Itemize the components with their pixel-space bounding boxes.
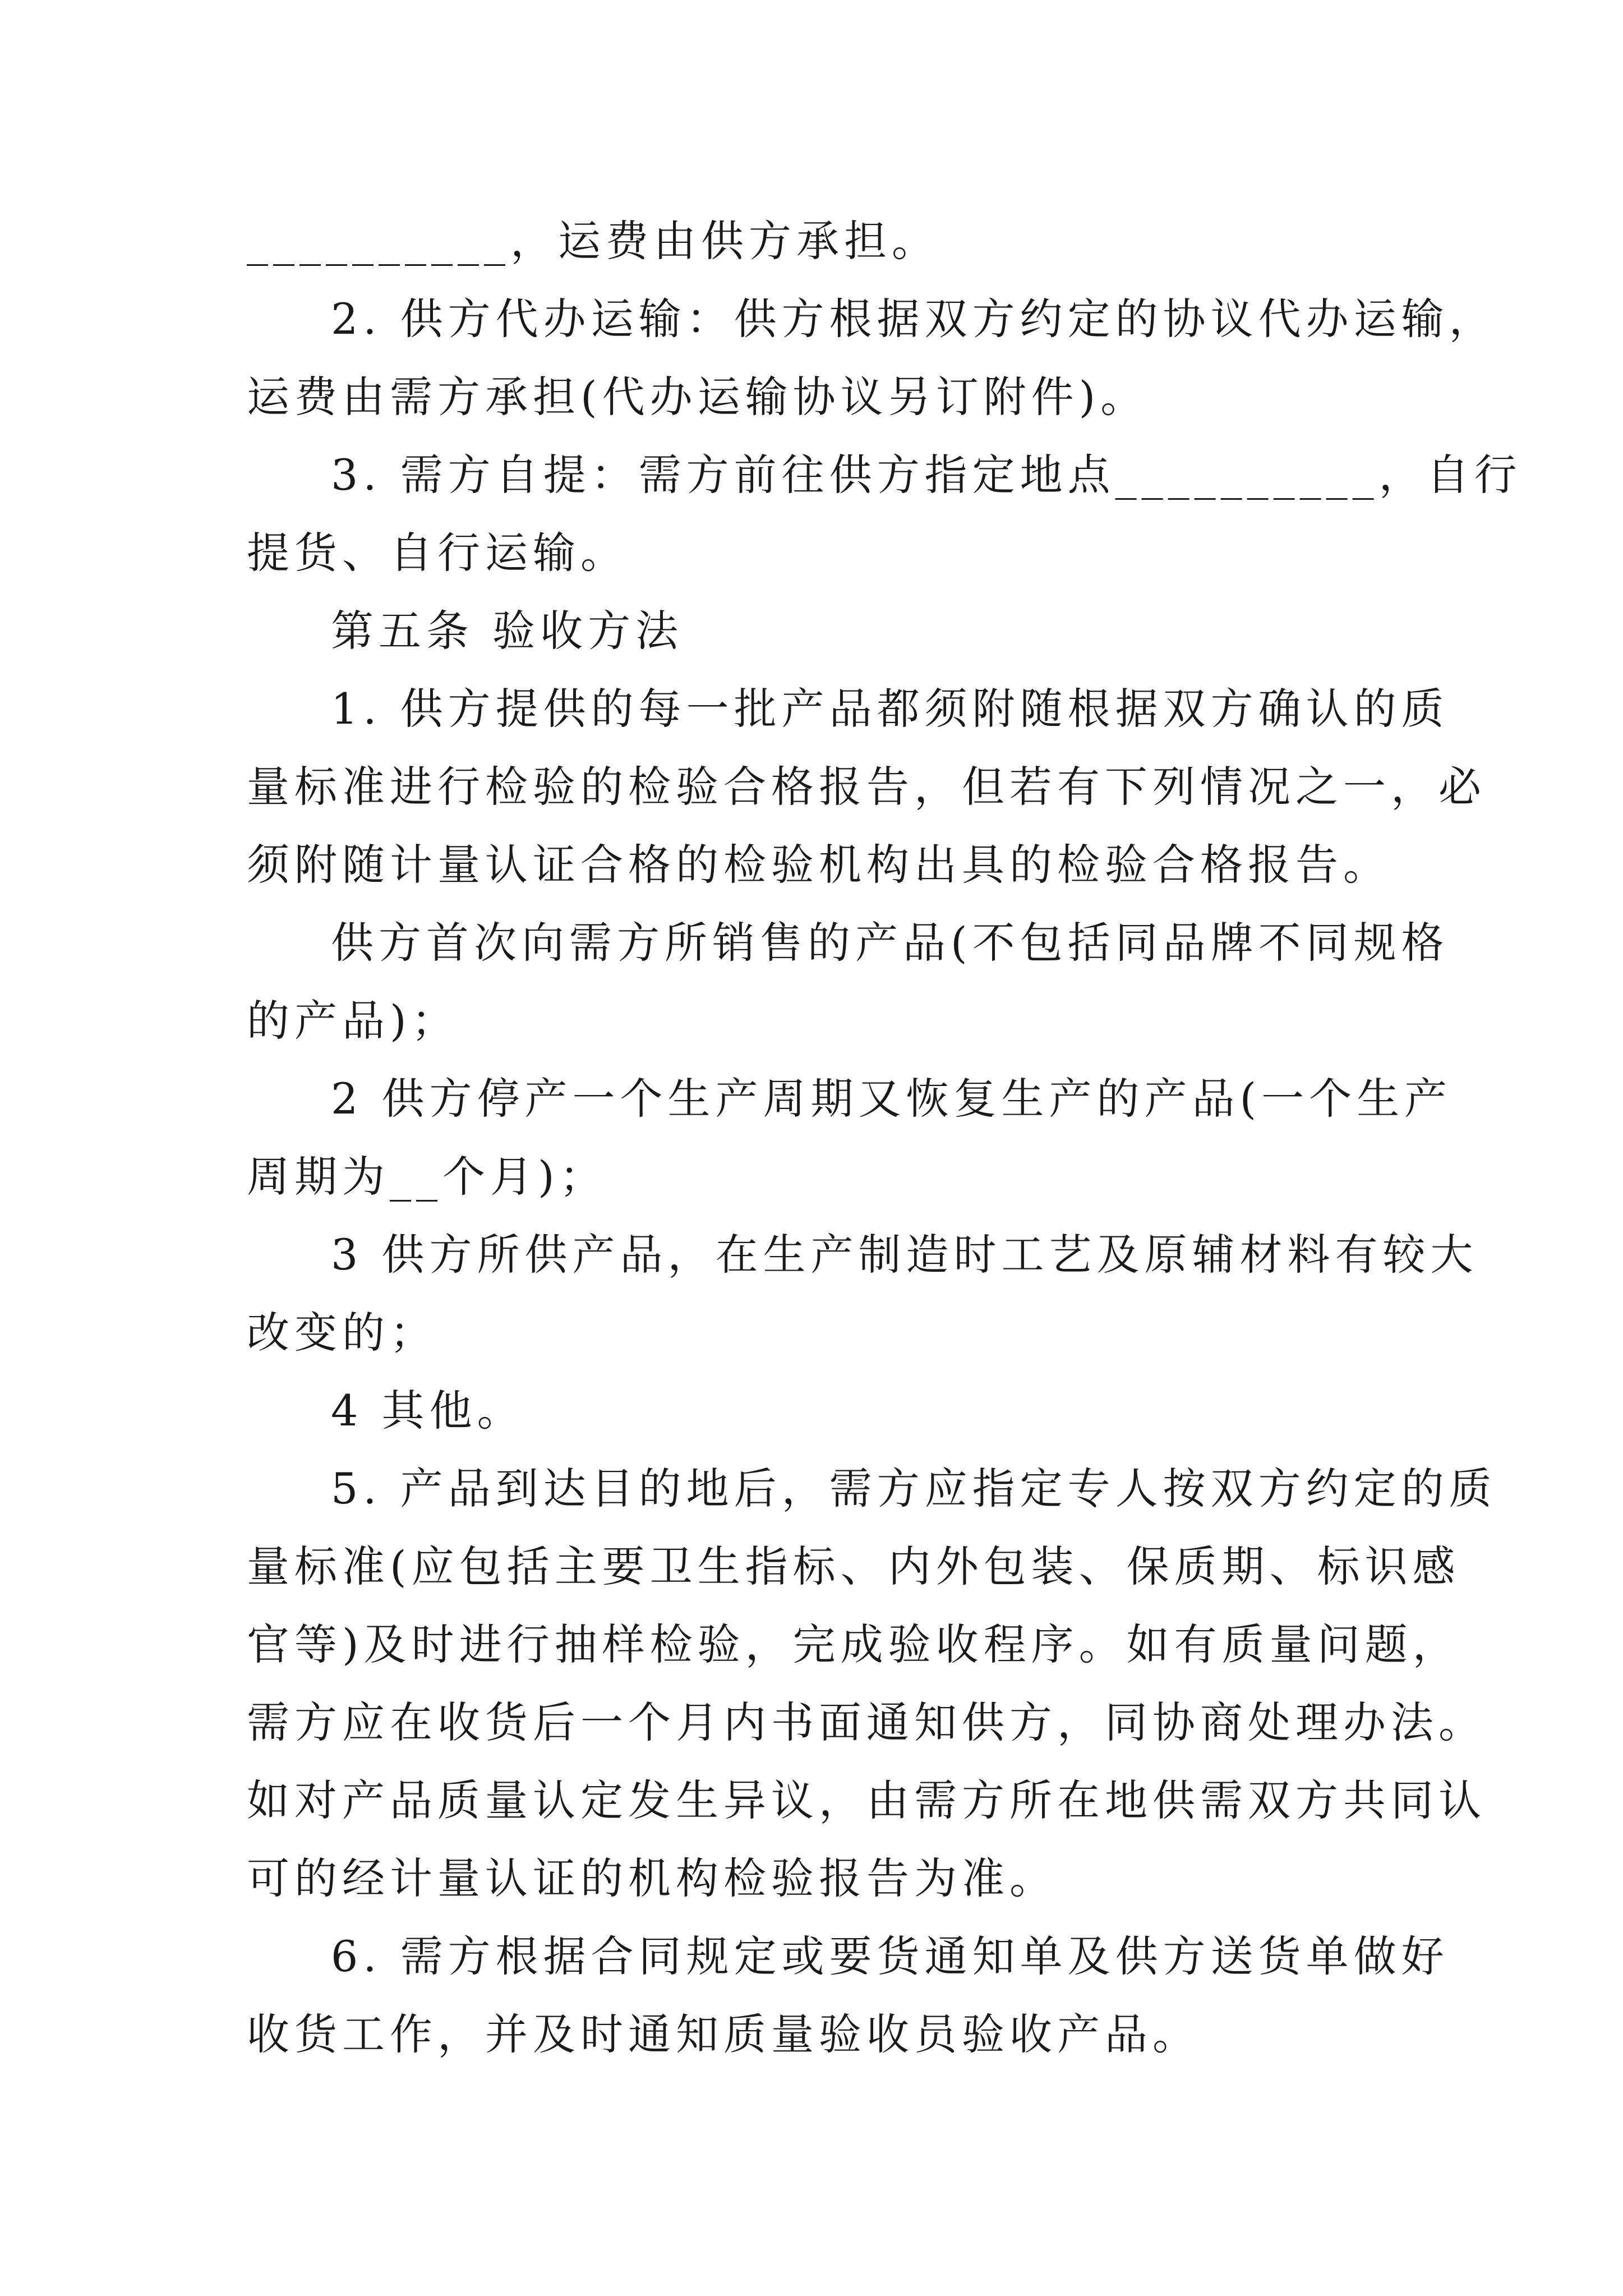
text-line: __________，运费由供方承担。: [247, 216, 939, 266]
clause-2-delivery-agency: 2. 供方代办运输：供方根据双方约定的协议代办运输，: [331, 294, 1497, 344]
text-line: 改变的；: [247, 1308, 437, 1358]
inspection-clause-5: 5. 产品到达目的地后，需方应指定专人按双方约定的质: [331, 1464, 1497, 1513]
text-line: 运费由需方承担(代办运输协议另订附件)。: [247, 372, 1149, 422]
text-line: 量标准(应包括主要卫生指标、内外包装、保质期、标识感: [247, 1542, 1460, 1591]
text-line: 收货工作，并及时通知质量验收员验收产品。: [247, 2009, 1200, 2059]
inspection-case-first-sale: 供方首次向需方所销售的产品(不包括同品牌不同规格: [331, 918, 1449, 968]
text-line: 须附随计量认证合格的检验机构出具的检验合格报告。: [247, 840, 1391, 890]
text-line: 周期为__个月)；: [247, 1152, 607, 1202]
inspection-clause-6: 6. 需方根据合同规定或要货通知单及供方送货单做好: [331, 1931, 1449, 1981]
text-line: 如对产品质量认定发生异议，由需方所在地供需双方共同认: [247, 1775, 1486, 1825]
text-line: 量标准进行检验的检验合格报告，但若有下列情况之一，必: [247, 762, 1486, 812]
inspection-case-4: 4 其他。: [331, 1386, 525, 1435]
text-line: 的产品)；: [247, 996, 459, 1046]
text-line: 提货、自行运输。: [247, 528, 628, 578]
text-line: 官等)及时进行抽样检验，完成验收程序。如有质量问题，: [247, 1619, 1460, 1669]
clause-3-self-pickup: 3. 需方自提：需方前往供方指定地点__________，自行: [331, 450, 1522, 500]
inspection-case-3: 3 供方所供产品，在生产制造时工艺及原辅材料有较大: [331, 1230, 1478, 1280]
document-body: [247, 202, 1522, 2073]
text-line: 可的经计量认证的机构检验报告为准。: [247, 1853, 1057, 1903]
inspection-clause-1: 1. 供方提供的每一批产品都须附随根据双方确认的质: [331, 684, 1449, 734]
text-line: 需方应在收货后一个月内书面通知供方，同协商处理办法。: [247, 1697, 1486, 1747]
article-5-heading: 第五条 验收方法: [331, 606, 684, 656]
inspection-case-2: 2 供方停产一个生产周期又恢复生产的产品(一个生产: [331, 1074, 1453, 1124]
